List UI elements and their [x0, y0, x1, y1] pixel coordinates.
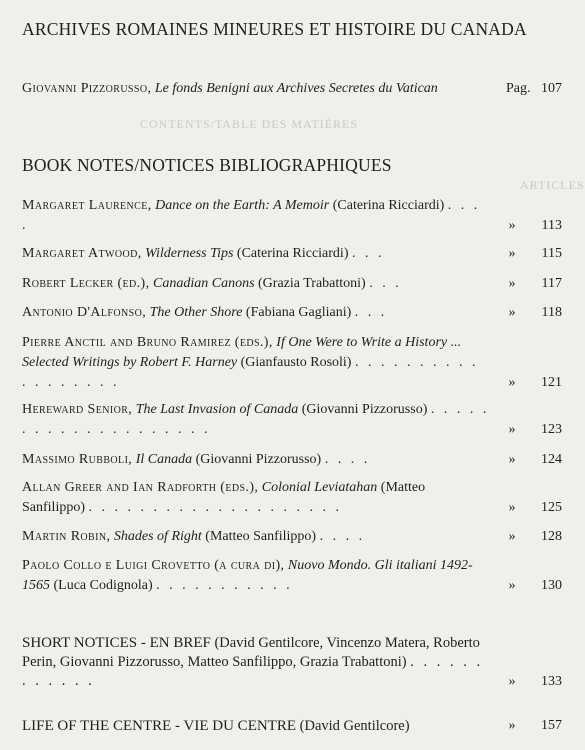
- dot-leaders: . . . . . . . . . . . . . . . . . . . .: [22, 402, 490, 437]
- entry-author: Allan Greer and Ian Radforth (eds.),: [22, 480, 259, 495]
- entry-reviewer: (Caterina Ricciardi): [332, 198, 445, 213]
- entry-reviewer: (Grazia Trabattoni): [258, 276, 366, 291]
- toc-entry: [22, 527, 562, 547]
- page-number: 130: [541, 578, 562, 593]
- toc-entry: [22, 400, 562, 440]
- ditto-mark: »: [508, 375, 516, 390]
- entry-title: Colonial Leviatahan: [261, 480, 378, 495]
- entry-author: Margaret Laurence,: [22, 198, 152, 213]
- ditto-mark: »: [508, 529, 516, 544]
- page-number: 123: [541, 422, 562, 437]
- entry-reviewer: (David Gentilcore, Vincenzo Matera, Roberto Perin, Giovanni Pizzorusso, Matteo Sanfilippo, Grazia Trabattoni): [22, 635, 480, 670]
- ditto-mark: »: [508, 422, 516, 437]
- page-number: 113: [541, 218, 562, 233]
- section-title-archives: ARCHIVES ROMAINES MINEURES ET HISTOIRE DU CANADA: [22, 19, 527, 39]
- dot-leaders: . . . . . . . . . . . . . . . . . .: [22, 355, 479, 390]
- entry-title: Le fonds Benigni aux Archives Secretes du Vatican: [154, 81, 438, 96]
- entry-reviewer: (Gianfausto Rosoli): [240, 355, 352, 370]
- ditto-mark: »: [508, 500, 516, 515]
- dot-leaders: . . . .: [22, 198, 481, 233]
- show-through-text: ARTICLES: [520, 178, 585, 192]
- entry-reviewer: (David Gentilcore): [299, 718, 410, 734]
- toc-entry-short-notices: [22, 634, 562, 691]
- ditto-mark: »: [508, 452, 516, 467]
- toc-entry: [22, 556, 562, 596]
- entry-page-ref: [509, 576, 563, 596]
- dot-leaders: . . . . . . . . . . . . . . . . . . . .: [88, 500, 342, 515]
- dot-leaders: . . . .: [319, 529, 366, 544]
- entry-title: Wilderness Tips: [145, 246, 234, 261]
- page-number: 117: [541, 276, 562, 291]
- entry-title: Canadian Canons: [153, 276, 255, 291]
- page-number: 124: [541, 452, 562, 467]
- ditto-mark: »: [508, 578, 516, 593]
- toc-entry: [22, 274, 562, 294]
- entry-page-ref: [509, 498, 563, 518]
- entry-author: Robert Lecker (ed.),: [22, 276, 150, 291]
- toc-entry: [22, 244, 562, 264]
- section-title-short-notices: SHORT NOTICES - EN BREF: [22, 635, 211, 651]
- entry-page-ref: [509, 672, 563, 691]
- show-through-text: CONTENTS/TABLE DES MATIÈRES: [140, 117, 359, 131]
- page-number: 128: [541, 529, 562, 544]
- entry-page-ref: [509, 373, 563, 393]
- page-number: 118: [541, 305, 562, 320]
- ditto-mark: »: [508, 246, 516, 261]
- toc-entry-life: [22, 716, 562, 736]
- entry-reviewer: (Caterina Ricciardi): [236, 246, 349, 261]
- page-number: 107: [541, 81, 562, 96]
- toc-entry: [22, 79, 562, 99]
- entry-author: Massimo Rubboli,: [22, 452, 133, 467]
- dot-leaders: . . .: [369, 276, 402, 291]
- toc-entry: [22, 333, 562, 393]
- entry-author: Pierre Anctil and Bruno Ramirez (eds.),: [22, 335, 273, 350]
- entry-reviewer: (Matteo Sanfilippo): [22, 480, 426, 515]
- entry-page-ref: [509, 274, 563, 294]
- entry-author: Margaret Atwood,: [22, 246, 142, 261]
- entry-reviewer: (Fabiana Gagliani): [245, 305, 352, 320]
- page-number: 133: [541, 674, 562, 689]
- dot-leaders: . . . . . . . . . . .: [156, 578, 293, 593]
- ditto-mark: »: [508, 718, 516, 733]
- dot-leaders: . . .: [354, 305, 388, 320]
- entry-author: Hereward Senior,: [22, 402, 133, 417]
- toc-entry: [22, 303, 562, 323]
- page-number: 115: [541, 246, 562, 261]
- entry-page-ref: [506, 79, 562, 99]
- entry-page-ref: [509, 716, 563, 736]
- entry-page-ref: [509, 216, 563, 236]
- entry-title: If One Were to Write a History ... Selected Writings by Robert F. Harney: [22, 335, 462, 370]
- entry-author: Antonio D'Alfonso,: [22, 305, 147, 320]
- page-prefix: Pag.: [506, 81, 531, 96]
- entry-title: The Last Invasion of Canada: [135, 402, 299, 417]
- toc-entry: [22, 196, 562, 236]
- page-number: 157: [541, 718, 562, 733]
- ditto-mark: »: [508, 218, 516, 233]
- entry-title: Il Canada: [135, 452, 193, 467]
- entry-author: Giovanni Pizzorusso,: [22, 81, 152, 96]
- ditto-mark: »: [508, 674, 516, 689]
- toc-entry: [22, 478, 562, 518]
- dot-leaders: . . . .: [324, 452, 371, 467]
- ditto-mark: »: [508, 305, 516, 320]
- entry-page-ref: [509, 450, 563, 470]
- entry-title: Dance on the Earth: A Memoir: [155, 198, 330, 213]
- entry-title: Nuovo Mondo. Gli italiani 1492-1565: [22, 558, 473, 593]
- dot-leaders: . . . . . . . . . . . .: [22, 654, 484, 689]
- entry-page-ref: [509, 527, 563, 547]
- section-title-book-notes: BOOK NOTES/NOTICES BIBLIOGRAPHIQUES: [22, 155, 392, 175]
- entry-page-ref: [509, 303, 563, 323]
- entry-reviewer: (Matteo Sanfilippo): [205, 529, 317, 544]
- entry-page-ref: [509, 244, 563, 264]
- section-title-life: LIFE OF THE CENTRE - VIE DU CENTRE: [22, 718, 297, 734]
- entry-page-ref: [509, 420, 563, 440]
- entry-reviewer: (Luca Codignola): [53, 578, 153, 593]
- dot-leaders: . . .: [351, 246, 385, 261]
- entry-author: Martin Robin,: [22, 529, 111, 544]
- page-number: 125: [541, 500, 562, 515]
- entry-title: Shades of Right: [113, 529, 202, 544]
- entry-author: Paolo Collo e Luigi Crovetto (a cura di),: [22, 558, 285, 573]
- entry-reviewer: (Giovanni Pizzorusso): [195, 452, 322, 467]
- ditto-mark: »: [508, 276, 516, 291]
- toc-entry: [22, 450, 562, 470]
- page-number: 121: [541, 375, 562, 390]
- entry-reviewer: (Giovanni Pizzorusso): [301, 402, 428, 417]
- entry-title: The Other Shore: [149, 305, 243, 320]
